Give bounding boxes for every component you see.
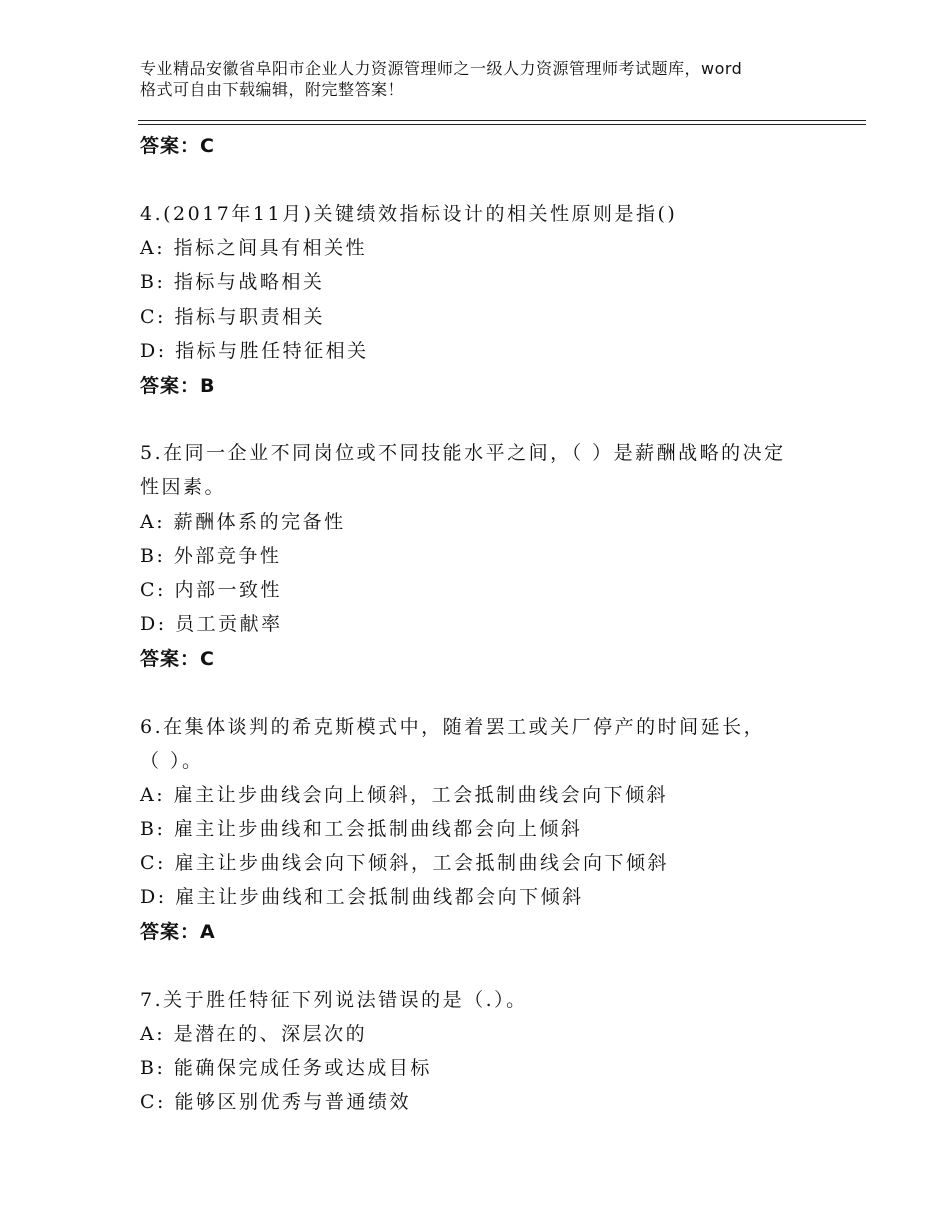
q5-option-b: B: 外部竞争性: [140, 545, 282, 567]
q5-stem-line-1: 5.在同一企业不同岗位或不同技能水平之间，（ ）是薪酬战略的决定: [140, 442, 786, 464]
q5-answer: 答案：C: [140, 648, 215, 670]
q4-option-c: C: 指标与职责相关: [140, 306, 325, 328]
q6-stem-line-2: （ ）。: [140, 750, 204, 772]
header-divider-top: [138, 120, 866, 121]
q7-stem: 7.关于胜任特征下列说法错误的是（.）。: [140, 989, 528, 1011]
header-divider-bottom: [138, 124, 866, 125]
q4-stem: 4.(2017年11月)关键绩效指标设计的相关性原则是指(): [140, 203, 678, 225]
q7-option-b: B: 能确保完成任务或达成目标: [140, 1057, 432, 1079]
q5-stem-line-2: 性因素。: [140, 476, 227, 498]
q4-option-d: D: 指标与胜任特征相关: [140, 340, 369, 362]
q4-option-a: A: 指标之间具有相关性: [140, 237, 368, 259]
q3-answer: 答案：C: [140, 135, 215, 157]
q7-option-a: A: 是潜在的、深层次的: [140, 1023, 368, 1045]
q6-option-b: B: 雇主让步曲线和工会抵制曲线都会向上倾斜: [140, 818, 583, 840]
q6-answer: 答案：A: [140, 921, 216, 943]
q5-option-d: D: 员工贡献率: [140, 613, 283, 635]
q6-option-d: D: 雇主让步曲线和工会抵制曲线都会向下倾斜: [140, 886, 584, 908]
q4-answer: 答案：B: [140, 375, 216, 397]
q5-option-c: C: 内部一致性: [140, 579, 282, 601]
q7-option-c: C: 能够区别优秀与普通绩效: [140, 1091, 411, 1113]
header-line-1: 专业精品安徽省阜阳市企业人力资源管理师之一级人力资源管理师考试题库，word: [140, 59, 743, 78]
q6-stem-line-1: 6.在集体谈判的希克斯模式中，随着罢工或关厂停产的时间延长，: [140, 716, 766, 738]
q6-option-a: A: 雇主让步曲线会向上倾斜，工会抵制曲线会向下倾斜: [140, 784, 669, 806]
q5-option-a: A: 薪酬体系的完备性: [140, 511, 346, 533]
q4-option-b: B: 指标与战略相关: [140, 271, 325, 293]
q6-option-c: C: 雇主让步曲线会向下倾斜，工会抵制曲线会向下倾斜: [140, 852, 669, 874]
document-header: [140, 58, 820, 100]
header-line-2: 格式可自由下载编辑，附完整答案！: [140, 80, 405, 99]
